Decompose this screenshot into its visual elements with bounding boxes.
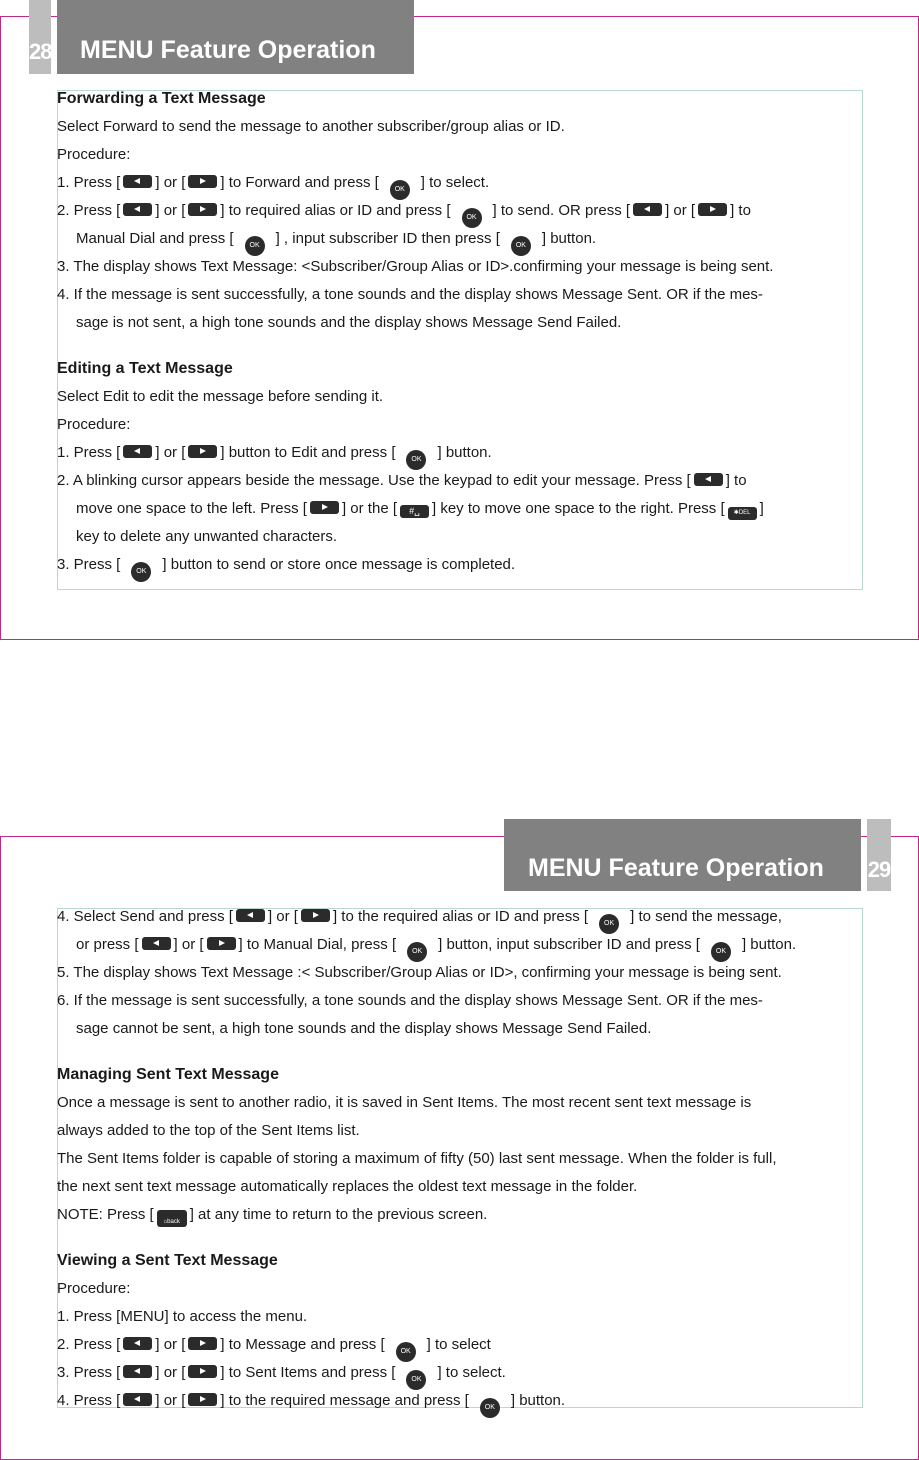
paragraph: Once a message is sent to another radio, it is saved in Sent Items. The most recent sent text message is [57,1094,752,1111]
left-arrow-key-icon [123,1337,152,1350]
heading-editing: Editing a Text Message [57,360,233,377]
section-header-title: MENU Feature Operation [504,819,861,891]
page-number: 29 [867,819,891,891]
procedure-step: 4. Select Send and press [ ] or [ ] to the required alias or ID and press [ OK ] to send the message, [57,903,877,931]
hash-key-icon: #␣ [400,505,429,518]
back-key-icon: ⌂back [157,1210,187,1227]
paragraph: Select Edit to edit the message before sending it. [57,388,384,405]
procedure-label: Procedure: [57,416,131,433]
ok-button-icon: OK [711,942,731,962]
paragraph: Select Forward to send the message to another subscriber/group alias or ID. [57,118,565,135]
ok-button-icon: OK [407,942,427,962]
page-text-bottom [57,903,877,1415]
procedure-step: 2. Press [ ] or [ ] to required alias or ID and press [ OK ] to send. OR press [ ] or [ ] to [57,197,877,225]
heading-forwarding: Forwarding a Text Message [57,90,266,107]
right-arrow-key-icon [698,203,727,216]
procedure-step-continued: move one space to the left. Press [ ] or the [ #␣ ] key to move one space to the right. Press [ ✱DEL ] [57,495,877,523]
procedure-step: 2. A blinking cursor appears beside the message. Use the keypad to edit your message. Press [ ] to [57,472,747,489]
procedure-step: 4. If the message is sent successfully, a tone sounds and the display shows Message Sent. OR if the mes- [57,286,763,303]
paragraph: The Sent Items folder is capable of storing a maximum of fifty (50) last sent message. When the folder is full, [57,1150,777,1167]
section-header-title: MENU Feature Operation [57,0,414,74]
heading-managing: Managing Sent Text Message [57,1066,279,1083]
ok-button-icon: OK [390,180,410,200]
star-del-key-icon: ✱DEL [728,507,757,520]
page-text-top [57,85,877,579]
right-arrow-key-icon [188,1365,217,1378]
left-arrow-key-icon [123,445,152,458]
procedure-step: 6. If the message is sent successfully, a tone sounds and the display shows Message Sent. OR if the mes- [57,992,763,1009]
ok-button-icon: OK [511,236,531,256]
ok-button-icon: OK [462,208,482,228]
procedure-step: 3. Press [ OK ] button to send or store once message is completed. [57,551,877,579]
procedure-step: 1. Press [ ] or [ ] to Forward and press [ OK ] to select. [57,169,877,197]
procedure-step: 3. The display shows Text Message: <Subscriber/Group Alias or ID>.confirming your message is being sent. [57,258,774,275]
procedure-step: 1. Press [MENU] to access the menu. [57,1308,308,1325]
right-arrow-key-icon [188,1393,217,1406]
left-arrow-key-icon [142,937,171,950]
procedure-step-continued: key to delete any unwanted characters. [76,528,337,545]
left-arrow-key-icon [123,175,152,188]
note: NOTE: Press [ ⌂back ] at any time to return to the previous screen. [57,1206,488,1225]
left-arrow-key-icon [123,1365,152,1378]
procedure-step: 2. Press [ ] or [ ] to Message and press [ OK ] to select [57,1331,877,1359]
procedure-step-continued: Manual Dial and press [ OK ] , input subscriber ID then press [ OK ] button. [57,225,877,253]
right-arrow-key-icon [188,445,217,458]
ok-button-icon: OK [406,450,426,470]
procedure-step: 3. Press [ ] or [ ] to Sent Items and press [ OK ] to select. [57,1359,877,1387]
left-arrow-key-icon [633,203,662,216]
right-arrow-key-icon [207,937,236,950]
procedure-step-continued: or press [ ] or [ ] to Manual Dial, press [ OK ] button, input subscriber ID and press [ OK ] button. [57,931,877,959]
procedure-label: Procedure: [57,146,131,163]
paragraph: the next sent text message automatically replaces the oldest text message in the folder. [57,1178,638,1195]
procedure-step-continued: sage is not sent, a high tone sounds and the display shows Message Send Failed. [76,314,622,331]
procedure-label: Procedure: [57,1280,131,1297]
procedure-step: 5. The display shows Text Message :< Subscriber/Group Alias or ID>, confirming your message is being sent. [57,964,782,981]
left-arrow-key-icon [123,203,152,216]
ok-button-icon: OK [406,1370,426,1390]
left-arrow-key-icon [694,473,723,486]
left-arrow-key-icon [236,909,265,922]
procedure-step-continued: sage cannot be sent, a high tone sounds and the display shows Message Send Failed. [76,1020,652,1037]
heading-viewing: Viewing a Sent Text Message [57,1252,278,1269]
page-number: 28 [29,0,51,74]
procedure-step: 1. Press [ ] or [ ] button to Edit and press [ OK ] button. [57,439,877,467]
right-arrow-key-icon [188,1337,217,1350]
left-arrow-key-icon [123,1393,152,1406]
procedure-step: 4. Press [ ] or [ ] to the required message and press [ OK ] button. [57,1387,877,1415]
right-arrow-key-icon [188,175,217,188]
right-arrow-key-icon [301,909,330,922]
right-arrow-key-icon [310,501,339,514]
right-arrow-key-icon [188,203,217,216]
ok-button-icon: OK [480,1398,500,1418]
ok-button-icon: OK [396,1342,416,1362]
ok-button-icon: OK [245,236,265,256]
ok-button-icon: OK [599,914,619,934]
paragraph: always added to the top of the Sent Items list. [57,1122,360,1139]
ok-button-icon: OK [131,562,151,582]
